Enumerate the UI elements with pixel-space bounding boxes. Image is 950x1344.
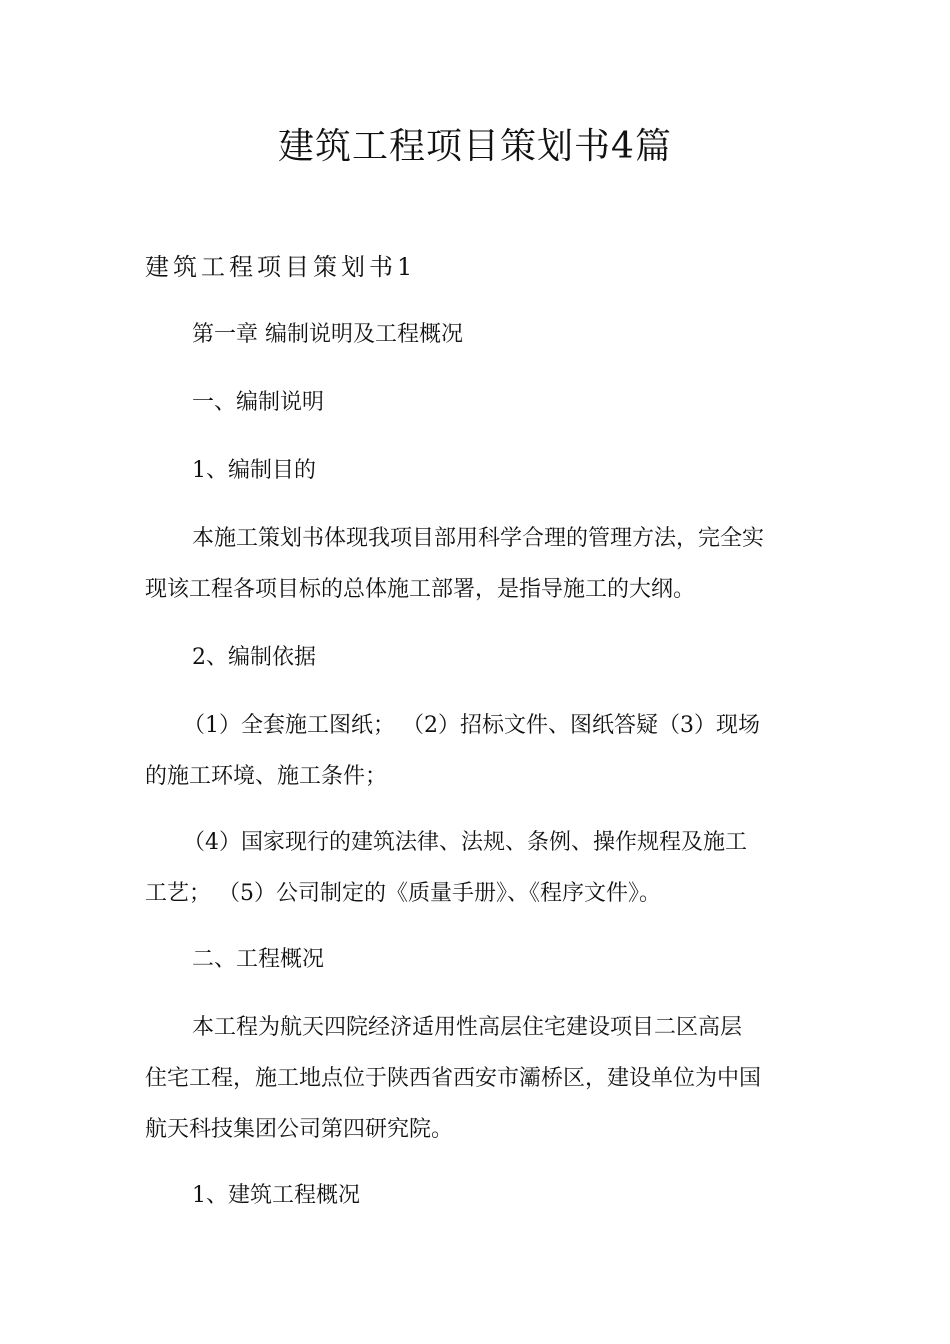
paragraph-line: 的施工环境、施工条件； [145, 764, 388, 789]
section-heading-1: 一、编制说明 [192, 390, 325, 415]
paragraph-line: 住宅工程，施工地点位于陕西省西安市灞桥区，建设单位为中国 [145, 1066, 762, 1091]
paragraph-line: 工艺； （5）公司制定的《质量手册》、《程序文件》。 [145, 881, 661, 906]
section-heading: 建筑工程项目策划书1 [145, 253, 417, 281]
document-title: 建筑工程项目策划书4篇 [278, 126, 672, 167]
paragraph-line: 现该工程各项目标的总体施工部署，是指导施工的大纲。 [145, 577, 696, 602]
paragraph-line: （1）全套施工图纸； （2）招标文件、图纸答疑（3）现场 [183, 713, 760, 738]
paragraph-line: 本工程为航天四院经济适用性高层住宅建设项目二区高层 [192, 1015, 743, 1040]
chapter-heading: 第一章 编制说明及工程概况 [192, 322, 463, 347]
subsection-heading-purpose: 1、编制目的 [192, 458, 316, 483]
paragraph-line: 本施工策划书体现我项目部用科学合理的管理方法，完全实 [192, 526, 765, 551]
subsection-heading-building: 1、建筑工程概况 [192, 1183, 360, 1208]
subsection-heading-basis: 2、编制依据 [192, 645, 316, 670]
paragraph-line: （4）国家现行的建筑法律、法规、条例、操作规程及施工 [183, 830, 747, 855]
paragraph-line: 航天科技集团公司第四研究院。 [145, 1117, 454, 1142]
section-heading-2: 二、工程概况 [192, 947, 325, 972]
